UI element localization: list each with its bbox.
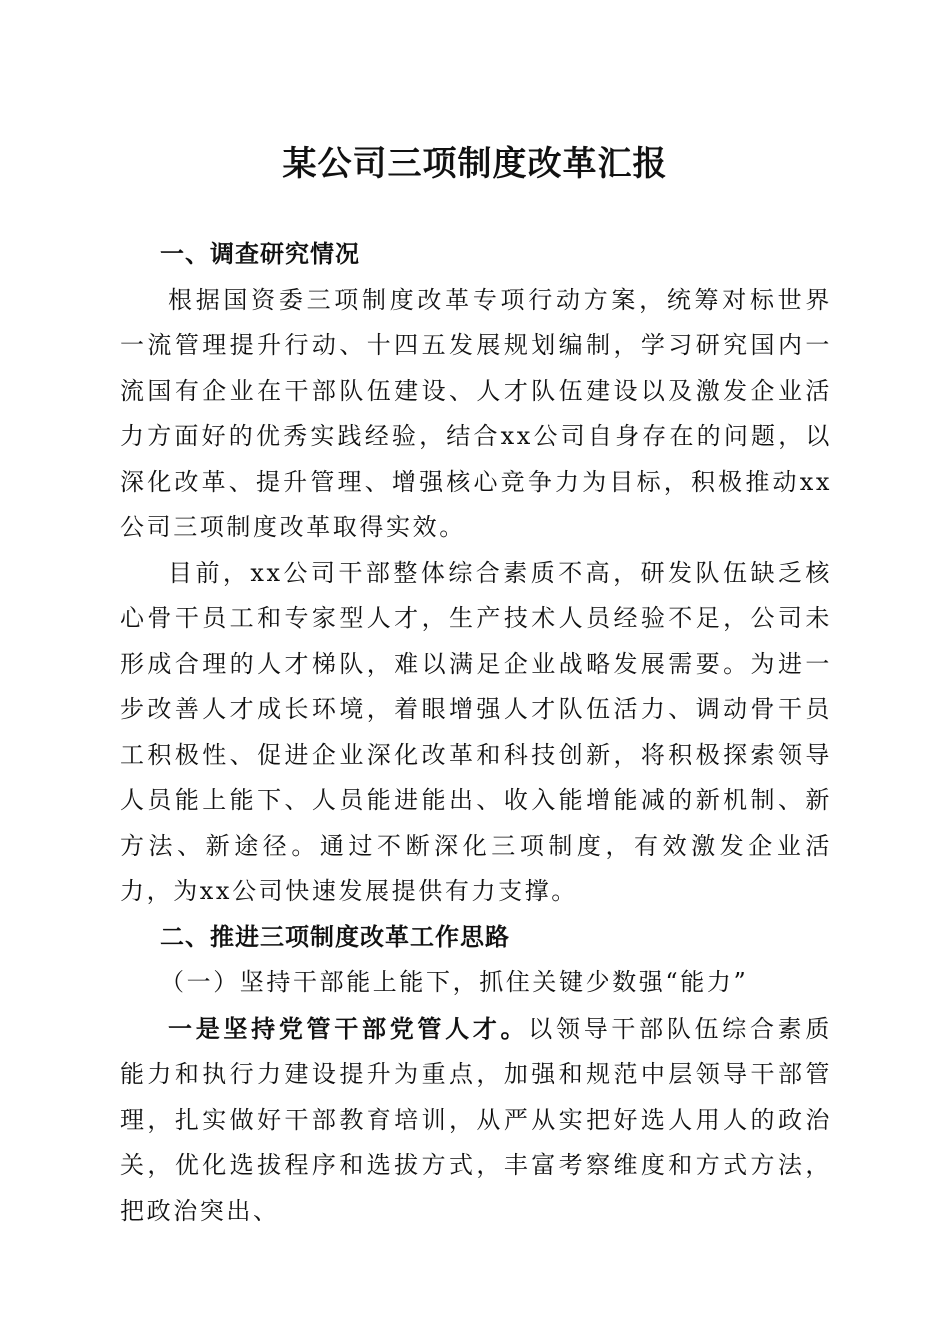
section-2-paragraph-1 (120, 1006, 832, 1235)
section-1-heading: 一、调查研究情况 (160, 240, 360, 268)
paragraph-lead-text: 一是坚持党管干部党管人才。 (168, 1013, 529, 1043)
paragraph-body-text: 以领导干部队伍综合素质能力和执行力建设提升为重点，加强和规范中层领导干部管理，扎实做好干部教育培训，从严从实把好选人用人的政治关，优化选拔程序和选拔方式，丰富考察维度和方式方法，把政治突出、 (120, 1014, 832, 1225)
section-2-heading: 二、推进三项制度改革工作思路 (160, 922, 510, 951)
document-title: 某公司三项制度改革汇报 (282, 144, 668, 184)
section-1-paragraph-1: 根据国资委三项制度改革专项行动方案，统筹对标世界一流管理提升行动、十四五发展规划编制，学习研究国内一流国有企业在干部队伍建设、人才队伍建设以及激发企业活力方面好的优秀实践经验，结合xx公司自身存在的问题，以深化改革、提升管理、增强核心竞争力为目标，积极推动xx公司三项制度改革取得实效。 (120, 285, 832, 541)
document-body (120, 232, 832, 1234)
section-1-paragraph-2: 目前，xx公司干部整体综合素质不高，研发队伍缺乏核心骨干员工和专家型人才，生产技术人员经验不足，公司未形成合理的人才梯队，难以满足企业战略发展需要。为进一步改善人才成长环境，着眼增强人才队伍活力、调动骨干员工积极性、促进企业深化改革和科技创新，将积极探索领导人员能上能下、人员能进能出、收入能增能减的新机制、新方法、新途径。通过不断深化三项制度，有效激发企业活力，为xx公司快速发展提供有力支撑。 (120, 558, 832, 905)
section-2-subheading: （一）坚持干部能上能下，抓住关键少数强“能力” (160, 968, 749, 996)
